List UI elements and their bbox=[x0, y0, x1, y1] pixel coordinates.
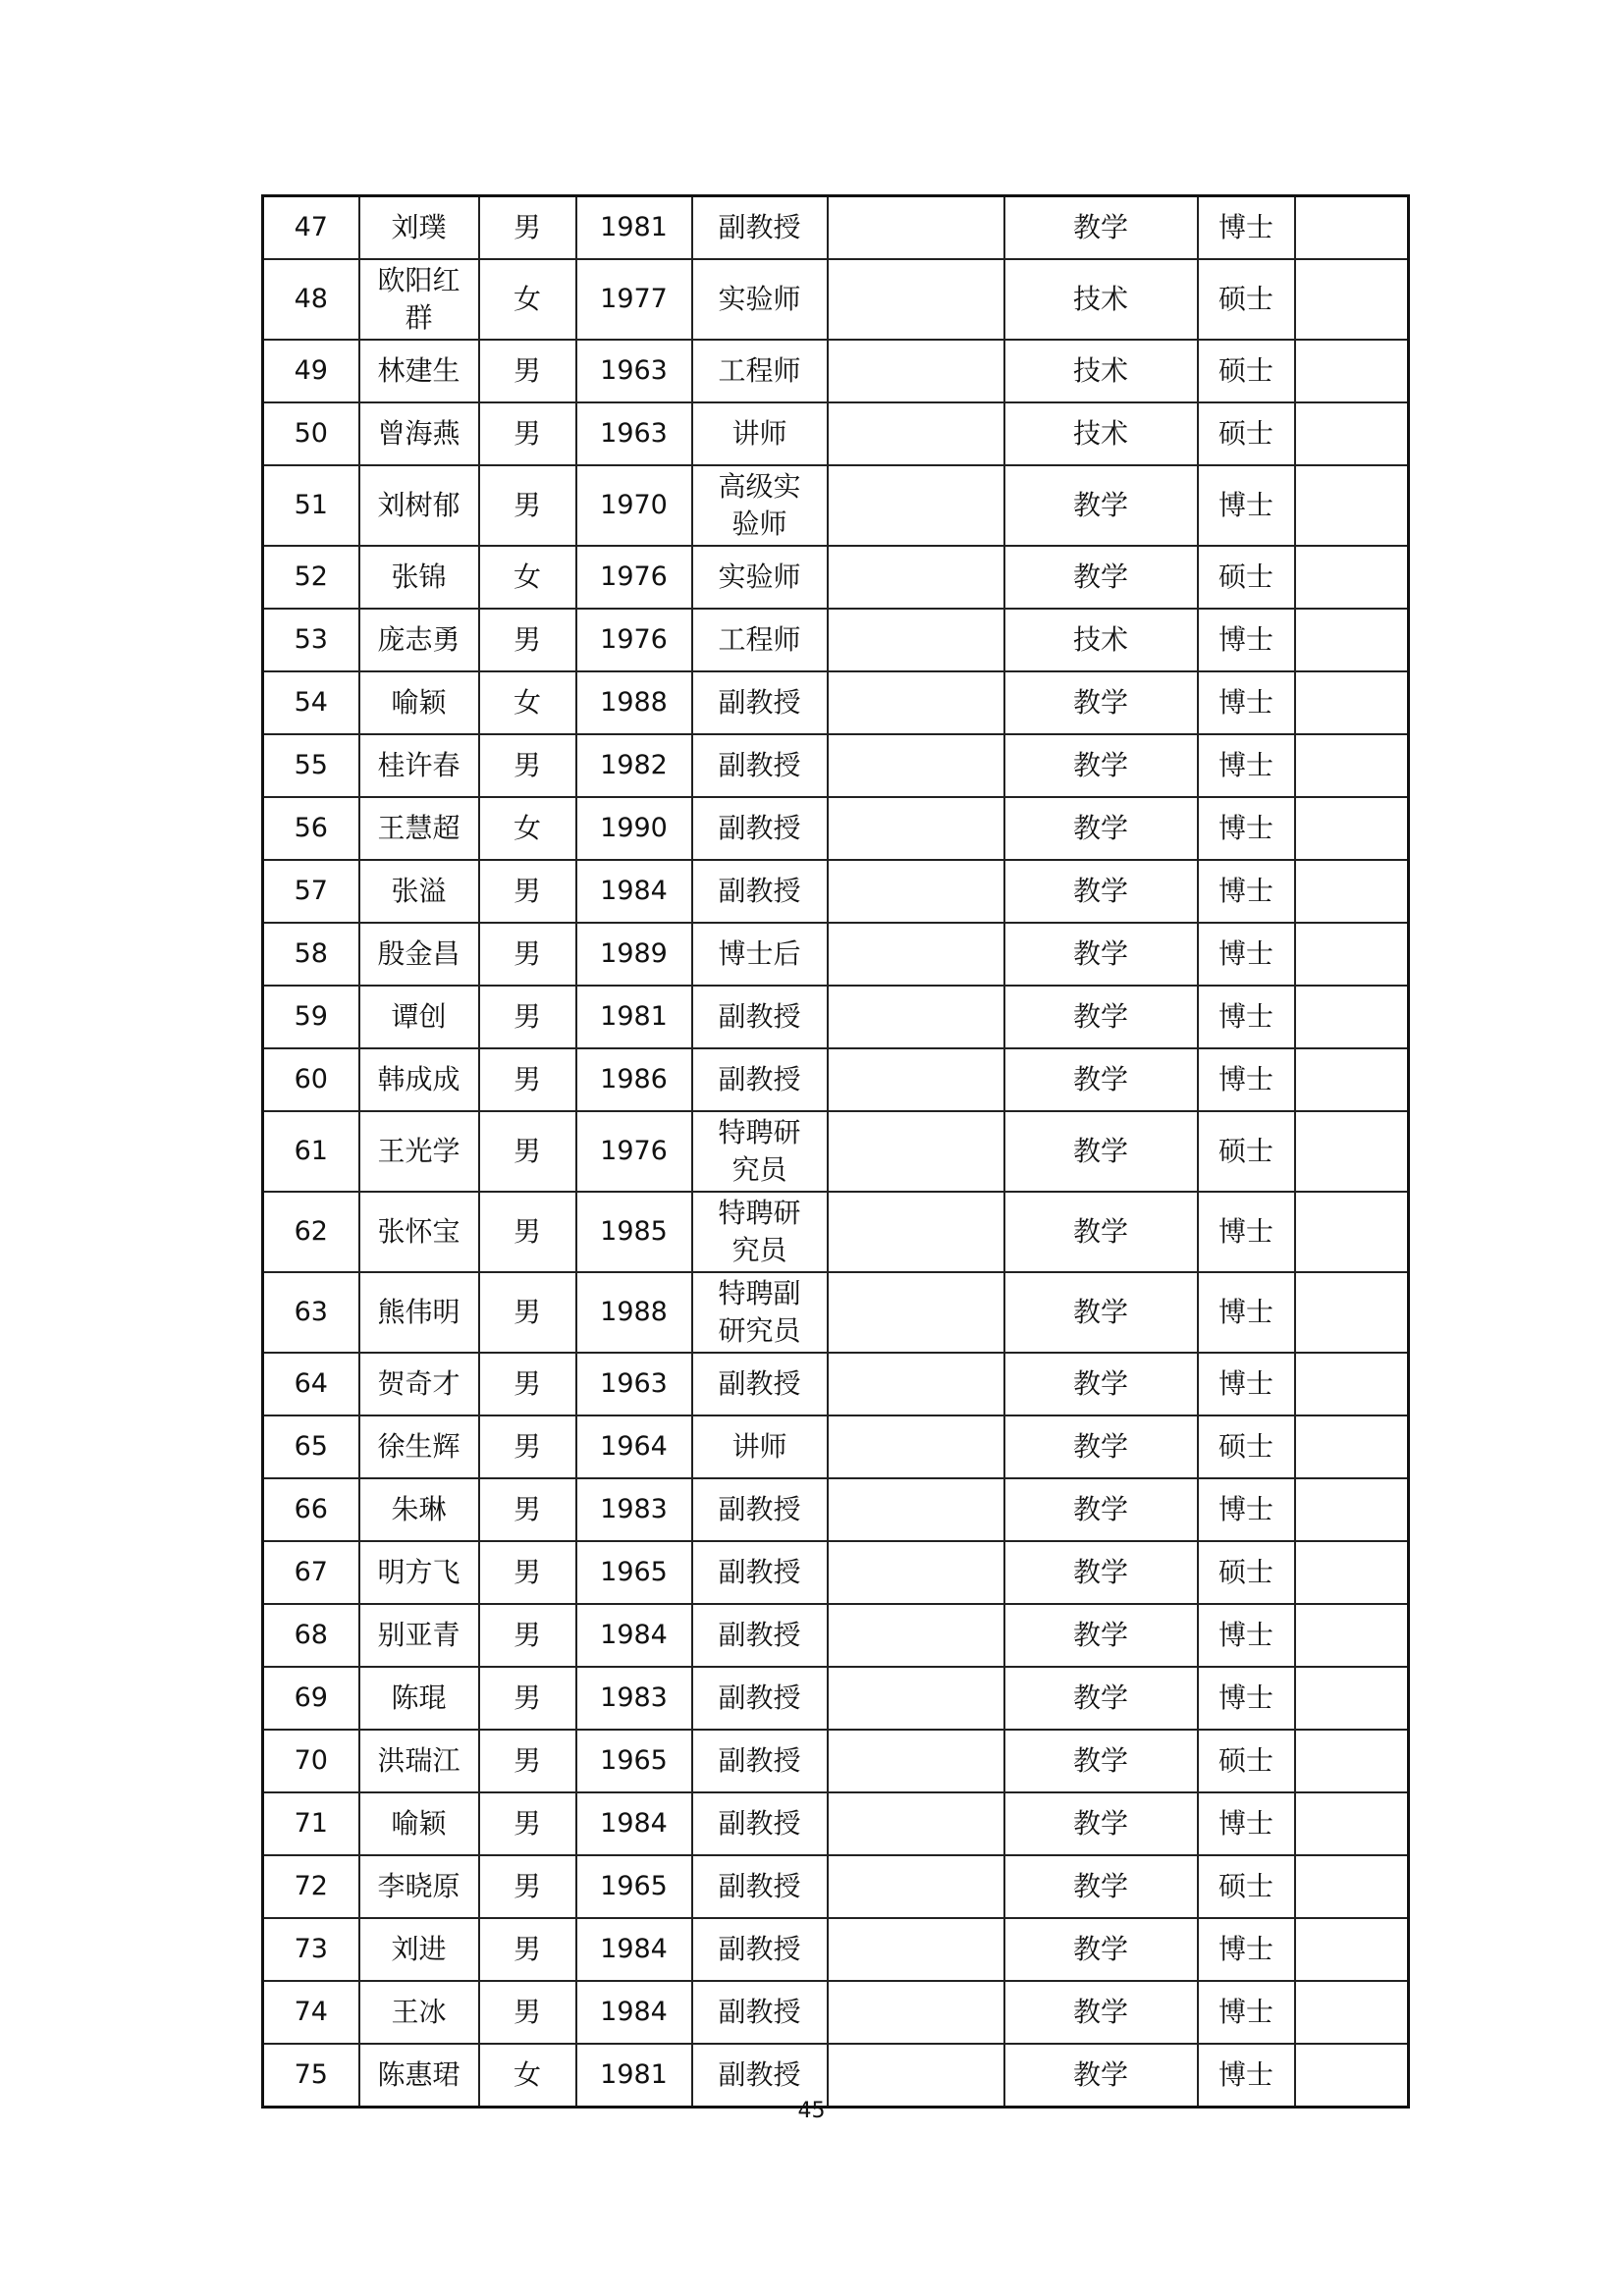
table-row bbox=[263, 465, 1409, 546]
name-cell: 徐生辉 bbox=[359, 1415, 479, 1478]
name-cell: 桂许春 bbox=[359, 734, 479, 797]
degree-cell: 博士 bbox=[1198, 1981, 1295, 2044]
name-cell: 陈琨 bbox=[359, 1667, 479, 1730]
gender-cell: 男 bbox=[479, 1604, 576, 1667]
role-cell: 教学 bbox=[1004, 1272, 1198, 1353]
gender-cell: 男 bbox=[479, 860, 576, 923]
note-cell bbox=[1295, 1541, 1409, 1604]
blank-cell bbox=[828, 1415, 1004, 1478]
degree-cell: 硕士 bbox=[1198, 259, 1295, 340]
birth-year-cell: 1965 bbox=[576, 1541, 692, 1604]
note-cell bbox=[1295, 734, 1409, 797]
gender-cell: 女 bbox=[479, 259, 576, 340]
table-row bbox=[263, 1415, 1409, 1478]
birth-year-cell: 1963 bbox=[576, 402, 692, 465]
gender-cell: 男 bbox=[479, 1192, 576, 1272]
blank-cell bbox=[828, 1048, 1004, 1111]
note-cell bbox=[1295, 340, 1409, 402]
birth-year-cell: 1981 bbox=[576, 2044, 692, 2108]
table-row bbox=[263, 1478, 1409, 1541]
degree-cell: 博士 bbox=[1198, 465, 1295, 546]
name-cell: 刘树郁 bbox=[359, 465, 479, 546]
note-cell bbox=[1295, 797, 1409, 860]
degree-cell: 博士 bbox=[1198, 923, 1295, 986]
birth-year-cell: 1984 bbox=[576, 1918, 692, 1981]
title-cell: 实验师 bbox=[692, 259, 828, 340]
table-row bbox=[263, 1792, 1409, 1855]
blank-cell bbox=[828, 860, 1004, 923]
row-number: 47 bbox=[263, 196, 359, 260]
blank-cell bbox=[828, 1541, 1004, 1604]
title-cell: 特聘副 研究员 bbox=[692, 1272, 828, 1353]
degree-cell: 博士 bbox=[1198, 1792, 1295, 1855]
degree-cell: 硕士 bbox=[1198, 546, 1295, 609]
title-cell: 特聘研 究员 bbox=[692, 1111, 828, 1192]
note-cell bbox=[1295, 1415, 1409, 1478]
degree-cell: 博士 bbox=[1198, 2044, 1295, 2108]
birth-year-cell: 1986 bbox=[576, 1048, 692, 1111]
name-cell: 贺奇才 bbox=[359, 1353, 479, 1415]
birth-year-cell: 1990 bbox=[576, 797, 692, 860]
gender-cell: 男 bbox=[479, 196, 576, 260]
note-cell bbox=[1295, 1478, 1409, 1541]
role-cell: 教学 bbox=[1004, 1192, 1198, 1272]
degree-cell: 博士 bbox=[1198, 1918, 1295, 1981]
gender-cell: 男 bbox=[479, 923, 576, 986]
birth-year-cell: 1963 bbox=[576, 1353, 692, 1415]
blank-cell bbox=[828, 1855, 1004, 1918]
table-row bbox=[263, 1918, 1409, 1981]
birth-year-cell: 1970 bbox=[576, 465, 692, 546]
note-cell bbox=[1295, 1111, 1409, 1192]
title-cell: 副教授 bbox=[692, 797, 828, 860]
row-number: 51 bbox=[263, 465, 359, 546]
note-cell bbox=[1295, 1667, 1409, 1730]
birth-year-cell: 1984 bbox=[576, 860, 692, 923]
gender-cell: 男 bbox=[479, 1792, 576, 1855]
blank-cell bbox=[828, 1604, 1004, 1667]
birth-year-cell: 1976 bbox=[576, 609, 692, 671]
name-cell: 朱琳 bbox=[359, 1478, 479, 1541]
name-cell: 明方飞 bbox=[359, 1541, 479, 1604]
table-row bbox=[263, 340, 1409, 402]
row-number: 68 bbox=[263, 1604, 359, 1667]
title-cell: 副教授 bbox=[692, 1981, 828, 2044]
name-cell: 张怀宝 bbox=[359, 1192, 479, 1272]
name-cell: 陈惠珺 bbox=[359, 2044, 479, 2108]
gender-cell: 男 bbox=[479, 1048, 576, 1111]
note-cell bbox=[1295, 1981, 1409, 2044]
name-cell: 洪瑞江 bbox=[359, 1730, 479, 1792]
birth-year-cell: 1981 bbox=[576, 196, 692, 260]
row-number: 70 bbox=[263, 1730, 359, 1792]
row-number: 74 bbox=[263, 1981, 359, 2044]
note-cell bbox=[1295, 196, 1409, 260]
table-row bbox=[263, 1541, 1409, 1604]
table-body bbox=[263, 196, 1409, 2108]
gender-cell: 男 bbox=[479, 734, 576, 797]
title-cell: 副教授 bbox=[692, 1604, 828, 1667]
role-cell: 教学 bbox=[1004, 1855, 1198, 1918]
note-cell bbox=[1295, 546, 1409, 609]
role-cell: 教学 bbox=[1004, 1541, 1198, 1604]
gender-cell: 男 bbox=[479, 1918, 576, 1981]
name-cell: 别亚青 bbox=[359, 1604, 479, 1667]
name-cell: 喻颖 bbox=[359, 671, 479, 734]
table-row bbox=[263, 986, 1409, 1048]
title-cell: 副教授 bbox=[692, 860, 828, 923]
blank-cell bbox=[828, 402, 1004, 465]
name-cell: 刘进 bbox=[359, 1918, 479, 1981]
role-cell: 教学 bbox=[1004, 986, 1198, 1048]
row-number: 58 bbox=[263, 923, 359, 986]
name-cell: 刘璞 bbox=[359, 196, 479, 260]
row-number: 73 bbox=[263, 1918, 359, 1981]
role-cell: 教学 bbox=[1004, 860, 1198, 923]
role-cell: 教学 bbox=[1004, 923, 1198, 986]
blank-cell bbox=[828, 1981, 1004, 2044]
row-number: 69 bbox=[263, 1667, 359, 1730]
name-cell: 林建生 bbox=[359, 340, 479, 402]
birth-year-cell: 1977 bbox=[576, 259, 692, 340]
note-cell bbox=[1295, 1353, 1409, 1415]
name-cell: 李晓原 bbox=[359, 1855, 479, 1918]
note-cell bbox=[1295, 1855, 1409, 1918]
gender-cell: 男 bbox=[479, 1730, 576, 1792]
title-cell: 副教授 bbox=[692, 671, 828, 734]
blank-cell bbox=[828, 986, 1004, 1048]
title-cell: 副教授 bbox=[692, 1855, 828, 1918]
gender-cell: 男 bbox=[479, 1667, 576, 1730]
birth-year-cell: 1989 bbox=[576, 923, 692, 986]
role-cell: 技术 bbox=[1004, 402, 1198, 465]
role-cell: 教学 bbox=[1004, 1667, 1198, 1730]
title-cell: 副教授 bbox=[692, 1478, 828, 1541]
degree-cell: 博士 bbox=[1198, 797, 1295, 860]
role-cell: 技术 bbox=[1004, 340, 1198, 402]
gender-cell: 女 bbox=[479, 797, 576, 860]
blank-cell bbox=[828, 1667, 1004, 1730]
degree-cell: 硕士 bbox=[1198, 1541, 1295, 1604]
role-cell: 教学 bbox=[1004, 1730, 1198, 1792]
blank-cell bbox=[828, 1353, 1004, 1415]
gender-cell: 男 bbox=[479, 1353, 576, 1415]
row-number: 75 bbox=[263, 2044, 359, 2108]
blank-cell bbox=[828, 340, 1004, 402]
table-row bbox=[263, 671, 1409, 734]
birth-year-cell: 1982 bbox=[576, 734, 692, 797]
table-row bbox=[263, 1604, 1409, 1667]
blank-cell bbox=[828, 1792, 1004, 1855]
page-number: 45 bbox=[797, 2099, 826, 2123]
role-cell: 技术 bbox=[1004, 259, 1198, 340]
role-cell: 教学 bbox=[1004, 465, 1198, 546]
role-cell: 教学 bbox=[1004, 1478, 1198, 1541]
gender-cell: 男 bbox=[479, 1855, 576, 1918]
role-cell: 教学 bbox=[1004, 734, 1198, 797]
title-cell: 讲师 bbox=[692, 1415, 828, 1478]
degree-cell: 博士 bbox=[1198, 734, 1295, 797]
title-cell: 实验师 bbox=[692, 546, 828, 609]
degree-cell: 博士 bbox=[1198, 860, 1295, 923]
blank-cell bbox=[828, 923, 1004, 986]
name-cell: 殷金昌 bbox=[359, 923, 479, 986]
birth-year-cell: 1984 bbox=[576, 1981, 692, 2044]
gender-cell: 男 bbox=[479, 465, 576, 546]
row-number: 55 bbox=[263, 734, 359, 797]
birth-year-cell: 1985 bbox=[576, 1192, 692, 1272]
gender-cell: 女 bbox=[479, 671, 576, 734]
degree-cell: 博士 bbox=[1198, 1478, 1295, 1541]
title-cell: 副教授 bbox=[692, 734, 828, 797]
note-cell bbox=[1295, 1272, 1409, 1353]
gender-cell: 男 bbox=[479, 340, 576, 402]
table-row bbox=[263, 1981, 1409, 2044]
note-cell bbox=[1295, 1918, 1409, 1981]
gender-cell: 男 bbox=[479, 1415, 576, 1478]
note-cell bbox=[1295, 860, 1409, 923]
title-cell: 副教授 bbox=[692, 1667, 828, 1730]
table-row bbox=[263, 1667, 1409, 1730]
row-number: 50 bbox=[263, 402, 359, 465]
name-cell: 喻颖 bbox=[359, 1792, 479, 1855]
birth-year-cell: 1988 bbox=[576, 671, 692, 734]
note-cell bbox=[1295, 1192, 1409, 1272]
row-number: 52 bbox=[263, 546, 359, 609]
birth-year-cell: 1984 bbox=[576, 1604, 692, 1667]
row-number: 56 bbox=[263, 797, 359, 860]
table-row bbox=[263, 1192, 1409, 1272]
title-cell: 副教授 bbox=[692, 2044, 828, 2108]
table-row bbox=[263, 1048, 1409, 1111]
blank-cell bbox=[828, 1918, 1004, 1981]
blank-cell bbox=[828, 546, 1004, 609]
table-row bbox=[263, 1272, 1409, 1353]
note-cell bbox=[1295, 402, 1409, 465]
note-cell bbox=[1295, 465, 1409, 546]
name-cell: 王冰 bbox=[359, 1981, 479, 2044]
degree-cell: 博士 bbox=[1198, 1604, 1295, 1667]
name-cell: 欧阳红 群 bbox=[359, 259, 479, 340]
title-cell: 副教授 bbox=[692, 196, 828, 260]
table-row bbox=[263, 923, 1409, 986]
blank-cell bbox=[828, 609, 1004, 671]
row-number: 66 bbox=[263, 1478, 359, 1541]
degree-cell: 硕士 bbox=[1198, 1415, 1295, 1478]
blank-cell bbox=[828, 1272, 1004, 1353]
title-cell: 副教授 bbox=[692, 986, 828, 1048]
role-cell: 教学 bbox=[1004, 1415, 1198, 1478]
degree-cell: 博士 bbox=[1198, 1667, 1295, 1730]
gender-cell: 男 bbox=[479, 986, 576, 1048]
title-cell: 工程师 bbox=[692, 340, 828, 402]
birth-year-cell: 1983 bbox=[576, 1478, 692, 1541]
birth-year-cell: 1983 bbox=[576, 1667, 692, 1730]
table-row bbox=[263, 860, 1409, 923]
birth-year-cell: 1981 bbox=[576, 986, 692, 1048]
title-cell: 副教授 bbox=[692, 1353, 828, 1415]
row-number: 59 bbox=[263, 986, 359, 1048]
name-cell: 张锦 bbox=[359, 546, 479, 609]
birth-year-cell: 1988 bbox=[576, 1272, 692, 1353]
table-row bbox=[263, 1353, 1409, 1415]
birth-year-cell: 1965 bbox=[576, 1730, 692, 1792]
role-cell: 教学 bbox=[1004, 1353, 1198, 1415]
staff-table bbox=[261, 194, 1410, 2109]
role-cell: 教学 bbox=[1004, 1048, 1198, 1111]
role-cell: 教学 bbox=[1004, 196, 1198, 260]
table-row bbox=[263, 734, 1409, 797]
role-cell: 教学 bbox=[1004, 1981, 1198, 2044]
title-cell: 副教授 bbox=[692, 1048, 828, 1111]
name-cell: 王光学 bbox=[359, 1111, 479, 1192]
table-row bbox=[263, 402, 1409, 465]
blank-cell bbox=[828, 734, 1004, 797]
note-cell bbox=[1295, 1730, 1409, 1792]
title-cell: 副教授 bbox=[692, 1730, 828, 1792]
degree-cell: 博士 bbox=[1198, 196, 1295, 260]
gender-cell: 女 bbox=[479, 546, 576, 609]
gender-cell: 男 bbox=[479, 1541, 576, 1604]
role-cell: 教学 bbox=[1004, 1918, 1198, 1981]
gender-cell: 男 bbox=[479, 402, 576, 465]
row-number: 53 bbox=[263, 609, 359, 671]
row-number: 61 bbox=[263, 1111, 359, 1192]
table-row bbox=[263, 2044, 1409, 2108]
role-cell: 教学 bbox=[1004, 546, 1198, 609]
blank-cell bbox=[828, 1192, 1004, 1272]
degree-cell: 博士 bbox=[1198, 1048, 1295, 1111]
note-cell bbox=[1295, 259, 1409, 340]
gender-cell: 女 bbox=[479, 2044, 576, 2108]
blank-cell bbox=[828, 1478, 1004, 1541]
title-cell: 副教授 bbox=[692, 1541, 828, 1604]
row-number: 60 bbox=[263, 1048, 359, 1111]
table-row bbox=[263, 609, 1409, 671]
birth-year-cell: 1976 bbox=[576, 546, 692, 609]
table-row bbox=[263, 1855, 1409, 1918]
table-row bbox=[263, 546, 1409, 609]
gender-cell: 男 bbox=[479, 1272, 576, 1353]
note-cell bbox=[1295, 2044, 1409, 2108]
role-cell: 教学 bbox=[1004, 1792, 1198, 1855]
birth-year-cell: 1984 bbox=[576, 1792, 692, 1855]
blank-cell bbox=[828, 2044, 1004, 2108]
birth-year-cell: 1965 bbox=[576, 1855, 692, 1918]
role-cell: 教学 bbox=[1004, 797, 1198, 860]
table-row bbox=[263, 1111, 1409, 1192]
degree-cell: 硕士 bbox=[1198, 1111, 1295, 1192]
blank-cell bbox=[828, 671, 1004, 734]
table-row bbox=[263, 196, 1409, 260]
degree-cell: 博士 bbox=[1198, 1192, 1295, 1272]
role-cell: 技术 bbox=[1004, 609, 1198, 671]
note-cell bbox=[1295, 609, 1409, 671]
blank-cell bbox=[828, 196, 1004, 260]
note-cell bbox=[1295, 1604, 1409, 1667]
title-cell: 高级实 验师 bbox=[692, 465, 828, 546]
row-number: 54 bbox=[263, 671, 359, 734]
row-number: 62 bbox=[263, 1192, 359, 1272]
degree-cell: 博士 bbox=[1198, 986, 1295, 1048]
note-cell bbox=[1295, 671, 1409, 734]
row-number: 72 bbox=[263, 1855, 359, 1918]
blank-cell bbox=[828, 1730, 1004, 1792]
name-cell: 韩成成 bbox=[359, 1048, 479, 1111]
row-number: 71 bbox=[263, 1792, 359, 1855]
row-number: 48 bbox=[263, 259, 359, 340]
blank-cell bbox=[828, 259, 1004, 340]
note-cell bbox=[1295, 923, 1409, 986]
table-row bbox=[263, 797, 1409, 860]
name-cell: 王慧超 bbox=[359, 797, 479, 860]
note-cell bbox=[1295, 1792, 1409, 1855]
row-number: 67 bbox=[263, 1541, 359, 1604]
degree-cell: 博士 bbox=[1198, 671, 1295, 734]
row-number: 65 bbox=[263, 1415, 359, 1478]
role-cell: 教学 bbox=[1004, 1111, 1198, 1192]
degree-cell: 博士 bbox=[1198, 1353, 1295, 1415]
table-row bbox=[263, 1730, 1409, 1792]
name-cell: 熊伟明 bbox=[359, 1272, 479, 1353]
blank-cell bbox=[828, 797, 1004, 860]
name-cell: 庞志勇 bbox=[359, 609, 479, 671]
name-cell: 谭创 bbox=[359, 986, 479, 1048]
blank-cell bbox=[828, 465, 1004, 546]
degree-cell: 硕士 bbox=[1198, 1730, 1295, 1792]
title-cell: 副教授 bbox=[692, 1792, 828, 1855]
name-cell: 曾海燕 bbox=[359, 402, 479, 465]
degree-cell: 博士 bbox=[1198, 1272, 1295, 1353]
title-cell: 博士后 bbox=[692, 923, 828, 986]
title-cell: 特聘研 究员 bbox=[692, 1192, 828, 1272]
gender-cell: 男 bbox=[479, 609, 576, 671]
role-cell: 教学 bbox=[1004, 1604, 1198, 1667]
role-cell: 教学 bbox=[1004, 2044, 1198, 2108]
degree-cell: 硕士 bbox=[1198, 1855, 1295, 1918]
birth-year-cell: 1963 bbox=[576, 340, 692, 402]
title-cell: 讲师 bbox=[692, 402, 828, 465]
degree-cell: 硕士 bbox=[1198, 340, 1295, 402]
row-number: 63 bbox=[263, 1272, 359, 1353]
blank-cell bbox=[828, 1111, 1004, 1192]
role-cell: 教学 bbox=[1004, 671, 1198, 734]
title-cell: 工程师 bbox=[692, 609, 828, 671]
row-number: 64 bbox=[263, 1353, 359, 1415]
birth-year-cell: 1964 bbox=[576, 1415, 692, 1478]
row-number: 57 bbox=[263, 860, 359, 923]
title-cell: 副教授 bbox=[692, 1918, 828, 1981]
degree-cell: 博士 bbox=[1198, 609, 1295, 671]
note-cell bbox=[1295, 986, 1409, 1048]
table-row bbox=[263, 259, 1409, 340]
gender-cell: 男 bbox=[479, 1981, 576, 2044]
gender-cell: 男 bbox=[479, 1111, 576, 1192]
name-cell: 张溢 bbox=[359, 860, 479, 923]
degree-cell: 硕士 bbox=[1198, 402, 1295, 465]
row-number: 49 bbox=[263, 340, 359, 402]
note-cell bbox=[1295, 1048, 1409, 1111]
gender-cell: 男 bbox=[479, 1478, 576, 1541]
birth-year-cell: 1976 bbox=[576, 1111, 692, 1192]
